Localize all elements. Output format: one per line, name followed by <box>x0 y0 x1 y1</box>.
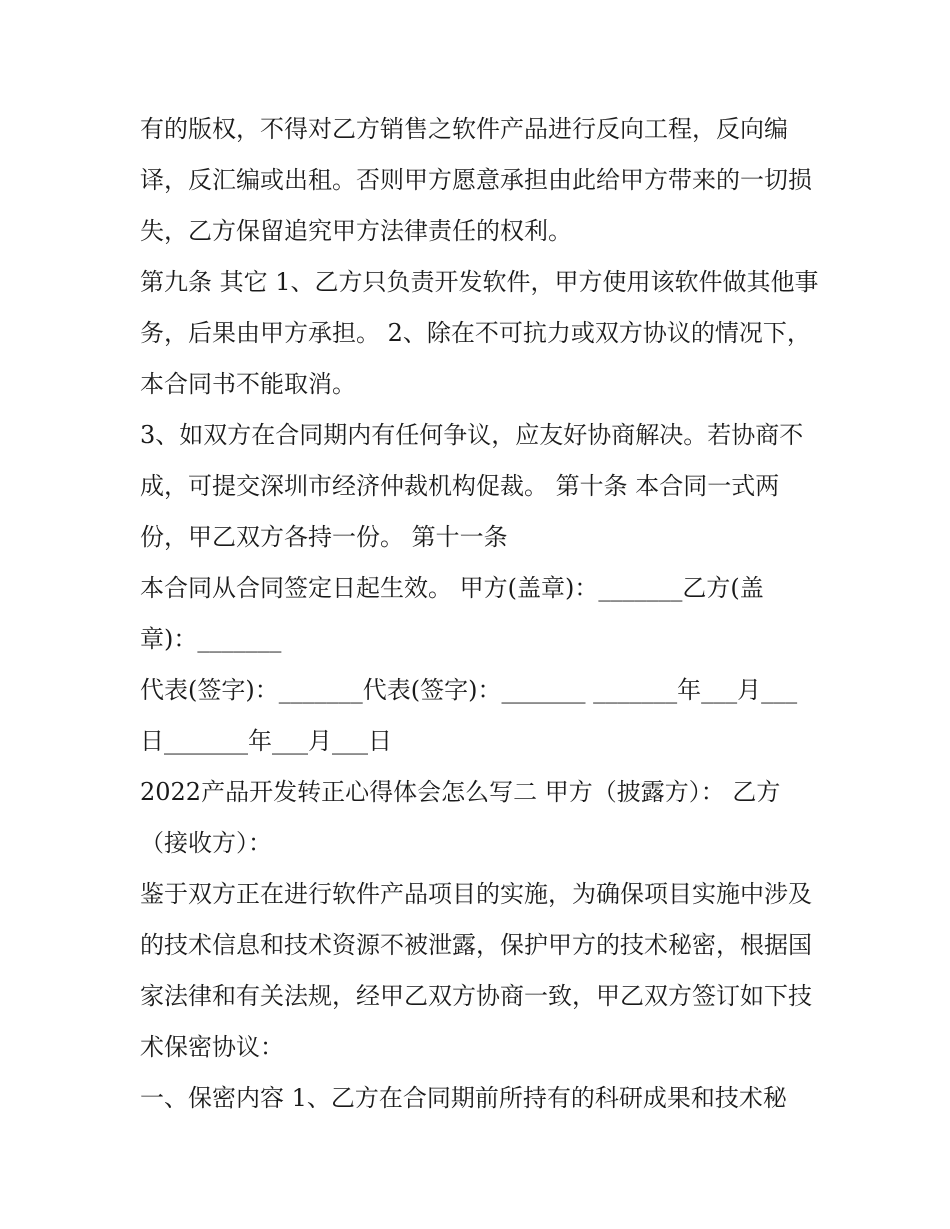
paragraph-signature-date: 代表(签字)：_______代表(签字)：_______ _______年___月___日_______年___月___日 <box>140 676 798 755</box>
paragraph-agreement-two-heading: 2022产品开发转正心得体会怎么写二 甲方（披露方）： 乙方（接收方）： <box>140 778 781 857</box>
paragraph-article-nine: 第九条 其它 1、乙方只负责开发软件，甲方使用该软件做其他事务，后果由甲方承担。 2、除在不可抗力或双方协议的情况下，本合同书不能取消。 <box>140 268 819 398</box>
paragraph-confidential-content: 一、保密内容 1、乙方在合同期前所持有的科研成果和技术秘 <box>140 1084 787 1112</box>
paragraph-preamble: 鉴于双方正在进行软件产品项目的实施，为确保项目实施中涉及的技术信息和技术资源不被泄露，保护甲方的技术秘密，根据国家法律和有关法规，经甲乙双方协商一致，甲乙双方签订如下技术保密协议： <box>140 880 812 1061</box>
paragraph-disputes-article-ten-eleven: 3、如双方在合同期内有任何争议，应友好协商解决。若协商不成，可提交深圳市经济仲裁机构促裁。 第十条 本合同一式两份，甲乙双方各持一份。 第十一条 <box>140 421 804 551</box>
paragraph-effective-seal: 本合同从合同签定日起生效。 甲方(盖章)：_______乙方(盖章)：_______ <box>140 574 764 653</box>
paragraph-copyright-clause: 有的版权，不得对乙方销售之软件产品进行反向工程，反向编译，反汇编或出租。否则甲方愿意承担由此给甲方带来的一切损失，乙方保留追究甲方法律责任的权利。 <box>140 115 812 245</box>
document-body <box>140 104 820 1124</box>
